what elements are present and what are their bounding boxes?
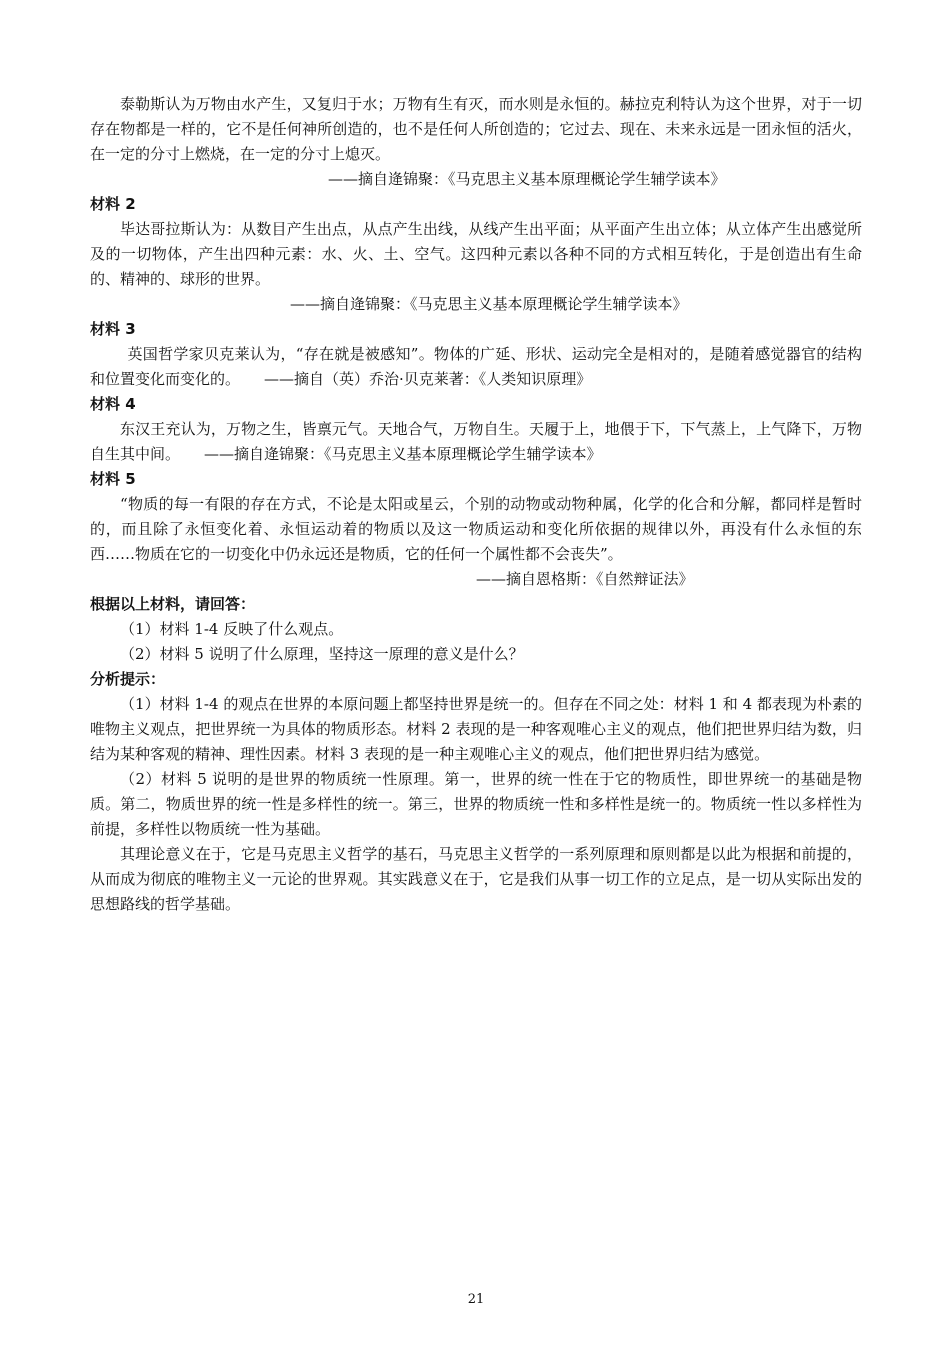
material-4-source: ——摘自逄锦聚：《马克思主义基本原理概论学生辅学读本》 — [204, 445, 602, 463]
material-5-heading: 材料 5 — [90, 470, 136, 488]
material-3-body: 英国哲学家贝克莱认为，“存在就是被感知”。物体的广延、形状、运动完全是相对的，是随着感觉器官的结构和位置变化而变化的。 — [90, 345, 862, 388]
material-2-source: ——摘自逄锦聚：《马克思主义基本原理概论学生辅学读本》 — [290, 295, 688, 313]
material-4-text — [90, 417, 862, 467]
document-body — [90, 92, 862, 917]
material-1-source: ——摘自逄锦聚：《马克思主义基本原理概论学生辅学读本》 — [328, 170, 726, 188]
questions-heading: 根据以上材料，请回答： — [90, 595, 256, 613]
material-2-text: 毕达哥拉斯认为：从数目产生出点，从点产生出线，从线产生出平面；从平面产生出立体；从立体产生出感觉所及的一切物体，产生出四种元素：水、火、土、空气。这四种元素以各种不同的方式相互转化，于是创造出有生命的、精神的、球形的世界。 — [90, 220, 862, 288]
question-1: （1）材料 1-4 反映了什么观点。 — [120, 620, 344, 638]
material-1-text: 泰勒斯认为万物由水产生，又复归于水；万物有生有灭，而水则是永恒的。赫拉克利特认为这个世界，对于一切存在物都是一样的，它不是任何神所创造的，也不是任何人所创造的；它过去、现在、未来永远是一团永恒的活火，在一定的分寸上燃烧，在一定的分寸上熄灭。 — [90, 95, 862, 163]
analysis-2: （2）材料 5 说明的是世界的物质统一性原理。第一，世界的统一性在于它的物质性，即世界统一的基础是物质。第二，物质世界的统一性是多样性的统一。第三，世界的物质统一性和多样性是统一的。物质统一性以多样性为前提，多样性以物质统一性为基础。 — [90, 770, 862, 838]
analysis-3: 其理论意义在于，它是马克思主义哲学的基石，马克思主义哲学的一系列原理和原则都是以此为根据和前提的，从而成为彻底的唯物主义一元论的世界观。其实践意义在于，它是我们从事一切工作的立足点，是一切从实际出发的思想路线的哲学基础。 — [90, 845, 862, 913]
material-5-text: “物质的每一有限的存在方式，不论是太阳或星云，个别的动物或动物种属，化学的化合和分解，都同样是暂时的，而且除了永恒变化着、永恒运动着的物质以及这一物质运动和变化所依据的规律以外，再没有什么永恒的东西……物质在它的一切变化中仍永远还是物质，它的任何一个属性都不会丧失”。 — [90, 495, 862, 563]
material-5-source: ——摘自恩格斯：《自然辩证法》 — [476, 570, 694, 588]
material-2-heading: 材料 2 — [90, 195, 136, 213]
material-3-source: ——摘自（英）乔治·贝克莱著：《人类知识原理》 — [264, 370, 592, 388]
question-2: （2）材料 5 说明了什么原理，坚持这一原理的意义是什么？ — [120, 645, 524, 663]
material-4-body: 东汉王充认为，万物之生，皆禀元气。天地合气，万物自生。天履于上，地偎于下，下气蒸上，上气降下，万物自生其中间。 — [90, 420, 862, 463]
analysis-1: （1）材料 1-4 的观点在世界的本原问题上都坚持世界是统一的。但存在不同之处：材料 1 和 4 都表现为朴素的唯物主义观点，把世界统一为具体的物质形态。材料 2 表现的是一种客观唯心主义的观点，他们把世界归结为数，归结为某种客观的精神、理性因素。材料 3 表现的是一种主观唯心主义的观点，他们把世界归结为感觉。 — [90, 695, 862, 763]
analysis-heading: 分析提示： — [90, 670, 166, 688]
page-number: 21 — [467, 1292, 485, 1307]
material-4-heading: 材料 4 — [90, 395, 136, 413]
material-3-text — [90, 342, 862, 392]
material-3-heading: 材料 3 — [90, 320, 136, 338]
